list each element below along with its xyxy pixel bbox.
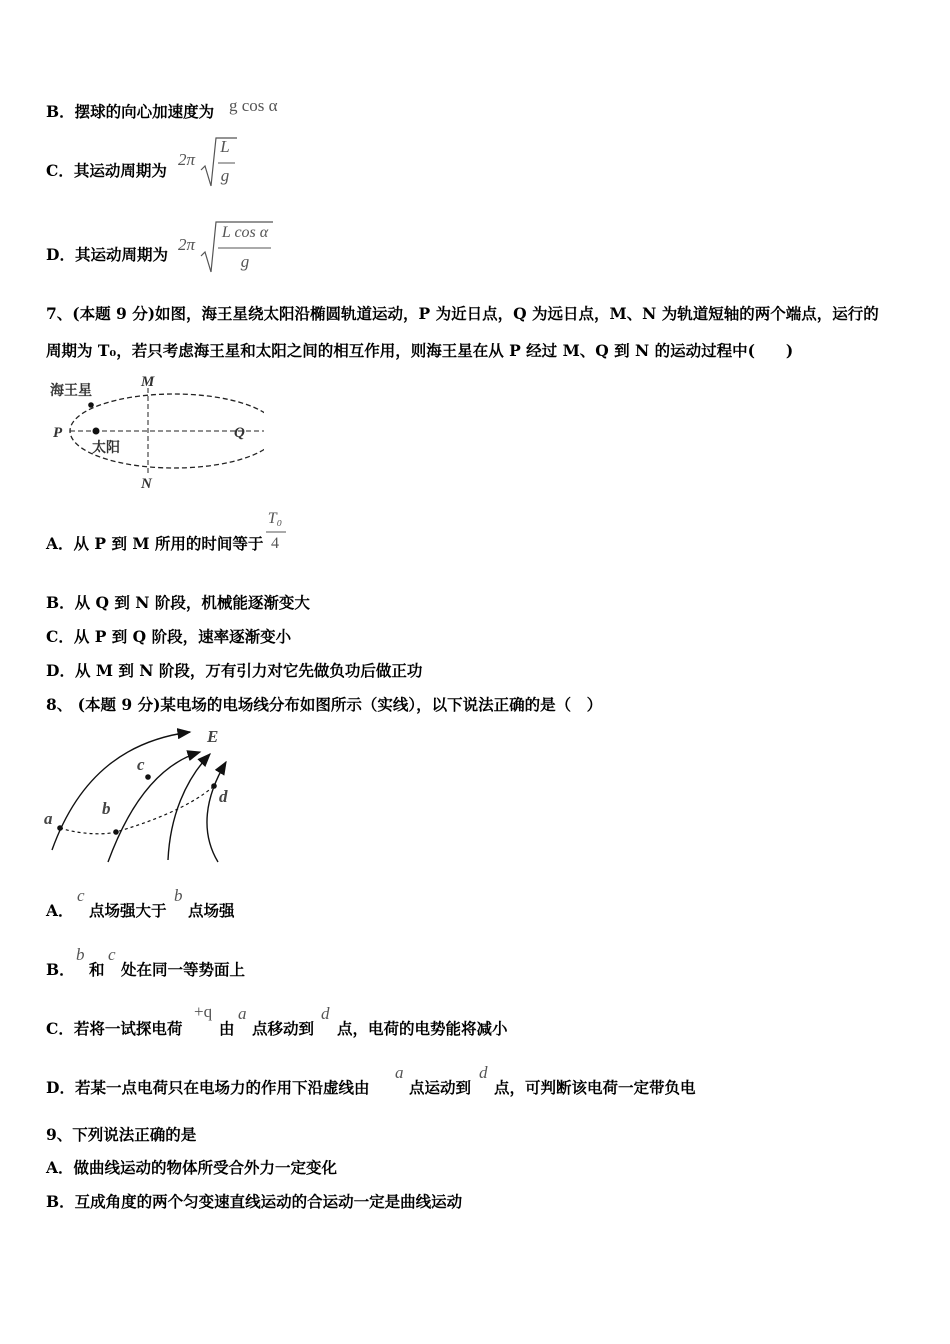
- q7-option-a-den: 4: [271, 535, 279, 552]
- q8-option-d-prefix: D．若某一点电荷只在电场力的作用下沿虚线由: [46, 1078, 370, 1097]
- q7-option-a-fraction-bar: [265, 530, 287, 534]
- q8-option-c-mid1: 由: [219, 1019, 235, 1038]
- label-neptune: 海王星: [50, 384, 92, 399]
- q8-option-c-mid2: 点移动到: [252, 1019, 315, 1038]
- neptune-dot: [88, 402, 94, 408]
- q6-option-d-text: D．其运动周期为: [46, 245, 168, 264]
- q8-option-a-var1: c: [77, 886, 85, 905]
- sun-dot: [93, 428, 100, 435]
- q8-option-c-prefix: C．若将一试探电荷: [46, 1019, 183, 1038]
- label-sun: 太阳: [92, 441, 120, 456]
- label-d: d: [219, 787, 228, 806]
- label-M: M: [141, 374, 155, 390]
- q6-option-b-expr: g cos α: [229, 96, 278, 115]
- q8-option-d-var1: a: [395, 1063, 404, 1082]
- q8-option-d: [46, 1078, 369, 1098]
- q8-field-lines-figure: [40, 722, 240, 864]
- label-N: N: [141, 476, 152, 492]
- q8-option-d-var2: d: [479, 1063, 488, 1082]
- label-c: c: [137, 755, 145, 774]
- q6-option-b-text: B．摆球的向心加速度为: [46, 102, 215, 121]
- q8-option-b-var2: c: [108, 945, 116, 964]
- point-d: [211, 783, 217, 789]
- q9-option-a: A．做曲线运动的物体所受合外力一定变化: [46, 1158, 338, 1177]
- q8-option-b-prefix: B．: [46, 960, 75, 979]
- q7-option-c: C．从 P 到 Q 阶段，速率逐渐变小: [46, 627, 292, 646]
- q8-option-c-var3: d: [321, 1004, 330, 1023]
- q8-option-a-mid: 点场强大于: [89, 901, 167, 920]
- q6-option-d-coef: 2π: [178, 235, 196, 254]
- q8-option-b-mid: 和: [89, 960, 105, 979]
- point-c: [145, 774, 151, 780]
- field-line-3: [168, 754, 210, 860]
- q7-option-a: A．从 P 到 M 所用的时间等于: [46, 534, 264, 553]
- q8-option-b: [46, 960, 75, 980]
- q8-option-c-var2: a: [238, 1004, 247, 1023]
- q7-orbit-figure: [44, 368, 264, 494]
- q6-option-c: [46, 161, 167, 181]
- q6-option-c-den: g: [220, 166, 230, 185]
- q6-option-c-coef: 2π: [178, 150, 196, 169]
- q9-stem: 9、下列说法正确的是: [46, 1125, 197, 1144]
- label-P: P: [53, 425, 63, 441]
- q7-option-a-num: T₀: [267, 510, 283, 527]
- q8-option-c: [46, 1019, 182, 1039]
- q8-option-c-suffix: 点，电荷的电势能将减小: [337, 1019, 508, 1038]
- field-line-2: [108, 752, 200, 862]
- q6-option-b: [46, 102, 214, 122]
- q9-option-b: B．互成角度的两个匀变速直线运动的合运动一定是曲线运动: [46, 1192, 463, 1211]
- q6-option-c-text: C．其运动周期为: [46, 161, 167, 180]
- q6-option-c-num: L: [220, 137, 230, 156]
- q8-option-b-suffix: 处在同一等势面上: [121, 960, 246, 979]
- q8-option-a-var2: b: [174, 886, 183, 905]
- q8-option-b-var1: b: [76, 945, 85, 964]
- q8-option-d-suffix: 点，可判断该电荷一定带负电: [494, 1078, 696, 1097]
- q7-stem-line1: 7、(本题 9 分)如图，海王星绕太阳沿椭圆轨道运动，P 为近日点，Q 为远日点，M、N 为轨道短轴的两个端点，运行的: [46, 304, 879, 323]
- dashed-trajectory: [60, 786, 214, 834]
- q6-option-d-num: L cos α: [221, 224, 269, 241]
- q6-option-d: [46, 245, 168, 265]
- label-b: b: [102, 799, 111, 818]
- q8-option-a: [46, 901, 74, 921]
- q8-option-a-suffix: 点场强: [188, 901, 235, 920]
- q8-stem: 8、 (本题 9 分)某电场的电场线分布如图所示（实线），以下说法正确的是（ ）: [46, 695, 603, 714]
- q7-option-b: B．从 Q 到 N 阶段，机械能逐渐变大: [46, 593, 310, 612]
- field-line-4: [207, 762, 226, 862]
- label-E: E: [207, 727, 219, 746]
- label-a: a: [44, 809, 53, 828]
- point-b: [113, 829, 119, 835]
- q8-option-c-var1: +q: [194, 1002, 213, 1021]
- q7-option-d: D．从 M 到 N 阶段，万有引力对它先做负功后做正功: [46, 661, 423, 680]
- q6-option-d-den: g: [240, 252, 250, 271]
- q7-stem-line2: 周期为 T₀，若只考虑海王星和太阳之间的相互作用，则海王星在从 P 经过 M、Q 到 N 的运动过程中( ): [46, 341, 794, 360]
- q8-option-a-prefix: A．: [46, 901, 74, 920]
- label-Q: Q: [234, 425, 245, 441]
- point-a: [57, 825, 63, 831]
- q8-option-d-mid: 点运动到: [409, 1078, 472, 1097]
